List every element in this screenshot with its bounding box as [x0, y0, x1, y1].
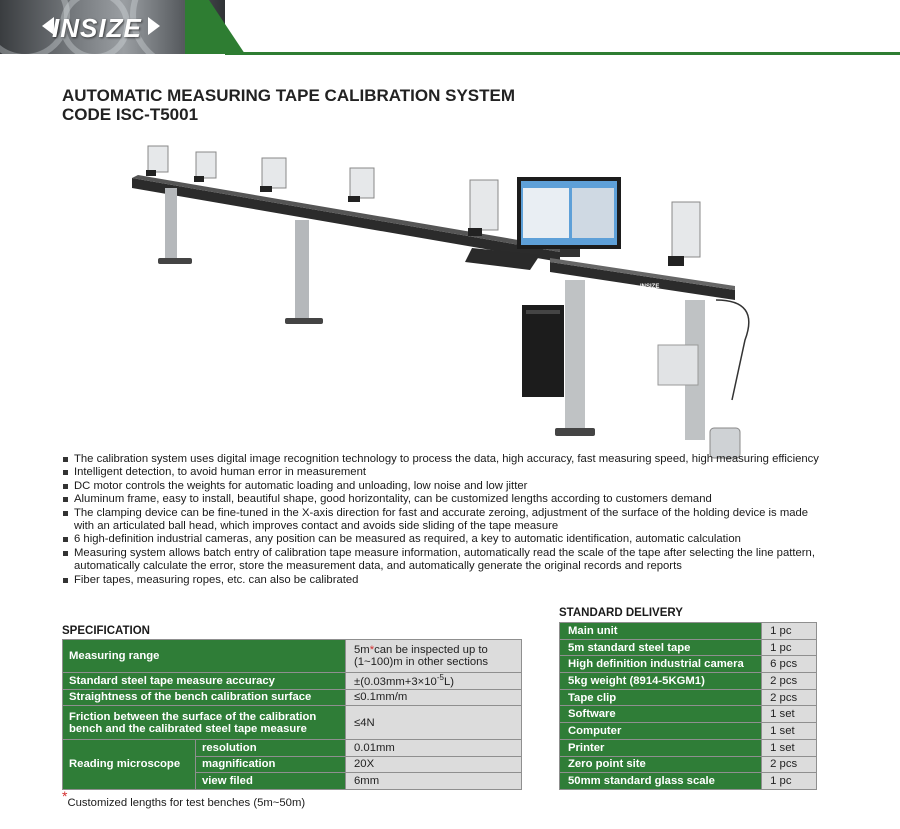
spec-value: 6mm: [346, 773, 522, 790]
delivery-item-name: Computer: [560, 723, 762, 740]
specification-table: [62, 639, 522, 790]
asterisk-mark: *: [62, 788, 68, 804]
banner-green-rule: [225, 52, 900, 55]
delivery-item-name: 5m standard steel tape: [560, 639, 762, 656]
table-row: [560, 723, 817, 740]
delivery-item-name: Software: [560, 706, 762, 723]
delivery-item-qty: 2 pcs: [762, 689, 817, 706]
delivery-item-qty: 1 set: [762, 706, 817, 723]
spec-sublabel: magnification: [196, 756, 346, 773]
spec-label: Measuring range: [63, 640, 346, 673]
feature-item: Intelligent detection, to avoid human error in measurement: [62, 466, 822, 479]
delivery-item-name: High definition industrial camera: [560, 656, 762, 673]
spec-sublabel: view filed: [196, 773, 346, 790]
table-row: [560, 656, 817, 673]
spec-label: Reading microscope: [63, 740, 196, 790]
product-title: AUTOMATIC MEASURING TAPE CALIBRATION SYSTEM: [62, 86, 516, 105]
delivery-item-qty: 1 pc: [762, 773, 817, 790]
table-row: [560, 689, 817, 706]
delivery-item-qty: 1 pc: [762, 639, 817, 656]
feature-list: [62, 453, 822, 587]
feature-item: The clamping device can be fine-tuned in the X-axis direction for fast and accurate zeroing, adjustment of the surface of the holding device is made with an articulated ball head, which improves contact and avoids side sliding of the tape measure: [62, 507, 822, 534]
spec-label: Friction between the surface of the calibration bench and the calibrated steel tape measure: [63, 706, 346, 740]
spec-sublabel: resolution: [196, 740, 346, 757]
bench-brand-label: INSIZE: [640, 284, 660, 290]
spec-value: 0.01mm: [346, 740, 522, 757]
delivery-item-name: 5kg weight (8914-5KGM1): [560, 673, 762, 690]
delivery-item-name: Zero point site: [560, 756, 762, 773]
spec-value: 5m*can be inspected up to (1~100)m in other sections: [346, 640, 522, 673]
delivery-item-qty: 2 pcs: [762, 673, 817, 690]
delivery-item-name: Printer: [560, 739, 762, 756]
table-row: [560, 623, 817, 640]
delivery-item-qty: 1 set: [762, 739, 817, 756]
table-row: [560, 739, 817, 756]
table-row: [560, 773, 817, 790]
asterisk-mark: *: [369, 644, 375, 656]
spec-value: $\pm(0.03mm+3\times 10^{-5}L)$: [346, 673, 522, 690]
product-illustration: [120, 140, 780, 465]
feature-item: DC motor controls the weights for automatic loading and unloading, low noise and low jitter: [62, 480, 822, 493]
table-row: [560, 673, 817, 690]
specification-heading: SPECIFICATION: [62, 625, 150, 637]
footnote-text: Customized lengths for test benches (5m~50m): [67, 797, 306, 809]
table-row: [560, 706, 817, 723]
product-code: CODE ISC-T5001: [62, 105, 199, 124]
spec-value: 20X: [346, 756, 522, 773]
table-row: [560, 639, 817, 656]
footnote: [62, 788, 306, 809]
brand-logo: INSIZE: [52, 13, 142, 43]
table-row: [560, 756, 817, 773]
header-banner: [0, 0, 900, 56]
delivery-heading: STANDARD DELIVERY: [559, 607, 683, 619]
delivery-item-name: Main unit: [560, 623, 762, 640]
delivery-item-qty: 1 pc: [762, 623, 817, 640]
feature-item: Aluminum frame, easy to install, beautiful shape, good horizontality, can be customized lengths according to customers demand: [62, 493, 822, 506]
delivery-item-name: 50mm standard glass scale: [560, 773, 762, 790]
feature-item: Measuring system allows batch entry of calibration tape measure information, automatically read the scale of the tape after selecting the line pattern, automatically calculate the error, store the measurement data, and automatically generate the original records and reports: [62, 547, 822, 574]
logo-arrow-right-icon: [148, 17, 160, 35]
feature-item: 6 high-definition industrial cameras, any position can be measured as required, a key to automatic identification, automatic calculation: [62, 533, 822, 546]
delivery-item-qty: 2 pcs: [762, 756, 817, 773]
spec-value: ≤4N: [346, 706, 522, 740]
feature-item: The calibration system uses digital image recognition technology to process the data, high accuracy, fast measuring speed, high measuring efficiency: [62, 453, 822, 466]
delivery-item-name: Tape clip: [560, 689, 762, 706]
spec-label: Standard steel tape measure accuracy: [63, 673, 346, 690]
delivery-item-qty: 6 pcs: [762, 656, 817, 673]
delivery-item-qty: 1 set: [762, 723, 817, 740]
page-title: [62, 86, 515, 124]
spec-value: ≤0.1mm/m: [346, 689, 522, 706]
spec-label: Straightness of the bench calibration surface: [63, 689, 346, 706]
delivery-table: [559, 622, 817, 790]
feature-item: Fiber tapes, measuring ropes, etc. can also be calibrated: [62, 574, 822, 587]
